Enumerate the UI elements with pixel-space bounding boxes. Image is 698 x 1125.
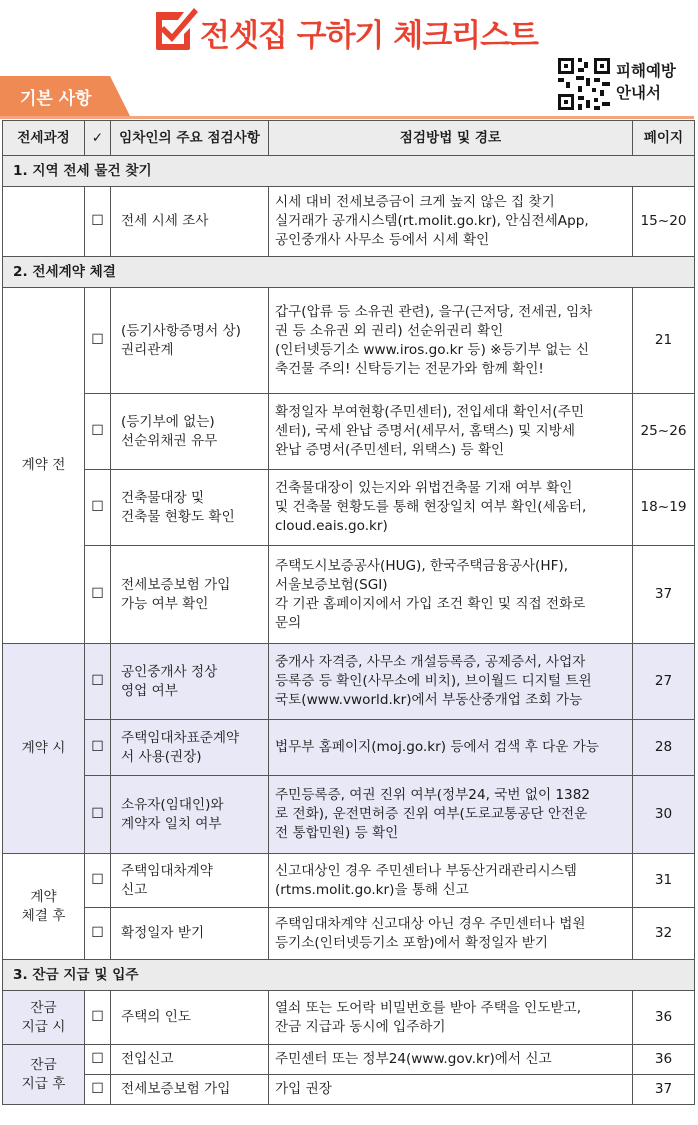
check-method: 중개사 자격증, 사무소 개설등록증, 공제증서, 사업자 등록증 등 확인(사무소에 비치), 브이월드 디지털 트윈 국토(www.vworld.kr)에서 부동산중개업 조회 가능 — [269, 644, 633, 720]
stage-during: 계약 시 — [3, 644, 85, 854]
page-number: 30 — [633, 776, 695, 854]
header-method: 점검방법 및 경로 — [269, 121, 633, 156]
check-method: 열쇠 또는 도어락 비밀번호를 받아 주택을 인도받고, 잔금 지급과 동시에 입주하기 — [269, 991, 633, 1045]
checkbox[interactable]: ☐ — [85, 1045, 111, 1075]
check-method: 건축물대장이 있는지와 위법건축물 기재 여부 확인 및 건축물 현황도를 통해 현장일치 여부 확인(세움터, cloud.eais.go.kr) — [269, 470, 633, 546]
checkbox[interactable]: ☐ — [85, 720, 111, 776]
stage-before: 계약 전 — [3, 288, 85, 644]
page-number: 37 — [633, 1075, 695, 1105]
table-row — [3, 854, 695, 908]
checkbox[interactable]: ☐ — [85, 546, 111, 644]
checkbox[interactable]: ☐ — [85, 394, 111, 470]
table-row — [3, 776, 695, 854]
check-method: 확정일자 부여현황(주민센터), 전입세대 확인서(주민 센터), 국세 완납 증명서(세무서, 홈택스) 및 지방세 완납 증명서(주민센터, 위택스) 등 확인 — [269, 394, 633, 470]
table-row — [3, 1045, 695, 1075]
check-item: 주택임대차표준계약 서 사용(권장) — [111, 720, 269, 776]
page-number: 32 — [633, 908, 695, 960]
check-method: 신고대상인 경우 주민센터나 부동산거래관리시스템 (rtms.molit.go.kr)을 통해 신고 — [269, 854, 633, 908]
page-number: 25~26 — [633, 394, 695, 470]
stage-after-contract: 계약 체결 후 — [3, 854, 85, 960]
check-method: 법무부 홈페이지(moj.go.kr) 등에서 검색 후 다운 가능 — [269, 720, 633, 776]
header-stage: 전세과정 — [3, 121, 85, 156]
check-item: 전세 시세 조사 — [111, 187, 269, 257]
section-1-heading: 1. 지역 전세 물건 찾기 — [3, 156, 695, 187]
qr-label: 피해예방 안내서 — [616, 62, 676, 102]
stage-after-payment: 잔금 지급 후 — [3, 1045, 85, 1105]
checkbox[interactable]: ☐ — [85, 776, 111, 854]
table-row — [3, 644, 695, 720]
stage-payment: 잔금 지급 시 — [3, 991, 85, 1045]
section-tab-label: 기본 사항 — [20, 89, 92, 109]
table-row — [3, 991, 695, 1045]
checkbox[interactable]: ☐ — [85, 288, 111, 394]
qr-code-icon[interactable] — [556, 56, 612, 112]
check-item: 건축물대장 및 건축물 현황도 확인 — [111, 470, 269, 546]
checkbox[interactable]: ☐ — [85, 991, 111, 1045]
page-number: 27 — [633, 644, 695, 720]
page-number: 36 — [633, 991, 695, 1045]
check-method: 주택임대차계약 신고대상 아닌 경우 주민센터나 법원 등기소(인터넷등기소 포함)에서 확정일자 받기 — [269, 908, 633, 960]
header-item: 임차인의 주요 점검사항 — [111, 121, 269, 156]
check-method: 주민등록증, 여권 진위 여부(정부24, 국번 없이 1382 로 전화), 운전면허증 진위 여부(도로교통공단 안전운 전 통합민원) 등 확인 — [269, 776, 633, 854]
check-method: 주택도시보증공사(HUG), 한국주택금융공사(HF), 서울보증보험(SGI) 각 기관 홈페이지에서 가입 조건 확인 및 직접 전화로 문의 — [269, 546, 633, 644]
check-item: (등기부에 없는) 선순위채권 유무 — [111, 394, 269, 470]
page-number: 18~19 — [633, 470, 695, 546]
table-row — [3, 1075, 695, 1105]
checkbox[interactable]: ☐ — [85, 470, 111, 546]
table-row — [3, 394, 695, 470]
check-method: 갑구(압류 등 소유권 관련), 을구(근저당, 전세권, 임차 권 등 소유권 외 권리) 선순위권리 확인 (인터넷등기소 www.iros.go.kr 등) ※등기부 없는 신 축건물 주의! 신탁등기는 전문가와 함께 확인! — [269, 288, 633, 394]
header-page: 페이지 — [633, 121, 695, 156]
checkbox[interactable]: ☐ — [85, 908, 111, 960]
table-row — [3, 470, 695, 546]
check-item: 전입신고 — [111, 1045, 269, 1075]
table-row — [3, 546, 695, 644]
check-method: 시세 대비 전세보증금이 크게 높지 않은 집 찾기 실거래가 공개시스템(rt.molit.go.kr), 안심전세App, 공인중개사 사무소 등에서 시세 확인 — [269, 187, 633, 257]
header-check: ✓ — [85, 121, 111, 156]
table-row — [3, 720, 695, 776]
checkbox[interactable]: ☐ — [85, 854, 111, 908]
page-number: 21 — [633, 288, 695, 394]
page-number: 15~20 — [633, 187, 695, 257]
check-item: (등기사항증명서 상) 권리관계 — [111, 288, 269, 394]
stage-empty — [3, 187, 85, 257]
table-row — [3, 288, 695, 394]
check-item: 확정일자 받기 — [111, 908, 269, 960]
section-3-heading: 3. 잔금 지급 및 입주 — [3, 960, 695, 991]
section-2-heading: 2. 전세계약 체결 — [3, 257, 695, 288]
checkmark-icon — [150, 6, 198, 52]
page-number: 31 — [633, 854, 695, 908]
check-method: 주민센터 또는 정부24(www.gov.kr)에서 신고 — [269, 1045, 633, 1075]
check-item: 전세보증보험 가입 가능 여부 확인 — [111, 546, 269, 644]
checkbox[interactable]: ☐ — [85, 644, 111, 720]
check-item: 소유자(임대인)와 계약자 일치 여부 — [111, 776, 269, 854]
table-row — [3, 187, 695, 257]
check-method: 가입 권장 — [269, 1075, 633, 1105]
check-item: 주택임대차계약 신고 — [111, 854, 269, 908]
check-item: 공인중개사 정상 영업 여부 — [111, 644, 269, 720]
checkbox[interactable]: ☐ — [85, 1075, 111, 1105]
divider — [0, 116, 694, 119]
page-title: 전셋집 구하기 체크리스트 — [200, 18, 538, 54]
page-number: 28 — [633, 720, 695, 776]
check-item: 전세보증보험 가입 — [111, 1075, 269, 1105]
check-item: 주택의 인도 — [111, 991, 269, 1045]
page-number: 36 — [633, 1045, 695, 1075]
checklist-table — [2, 120, 695, 1105]
table-row — [3, 908, 695, 960]
checkbox[interactable]: ☐ — [85, 187, 111, 257]
page-number: 37 — [633, 546, 695, 644]
title-bar — [0, 0, 698, 58]
